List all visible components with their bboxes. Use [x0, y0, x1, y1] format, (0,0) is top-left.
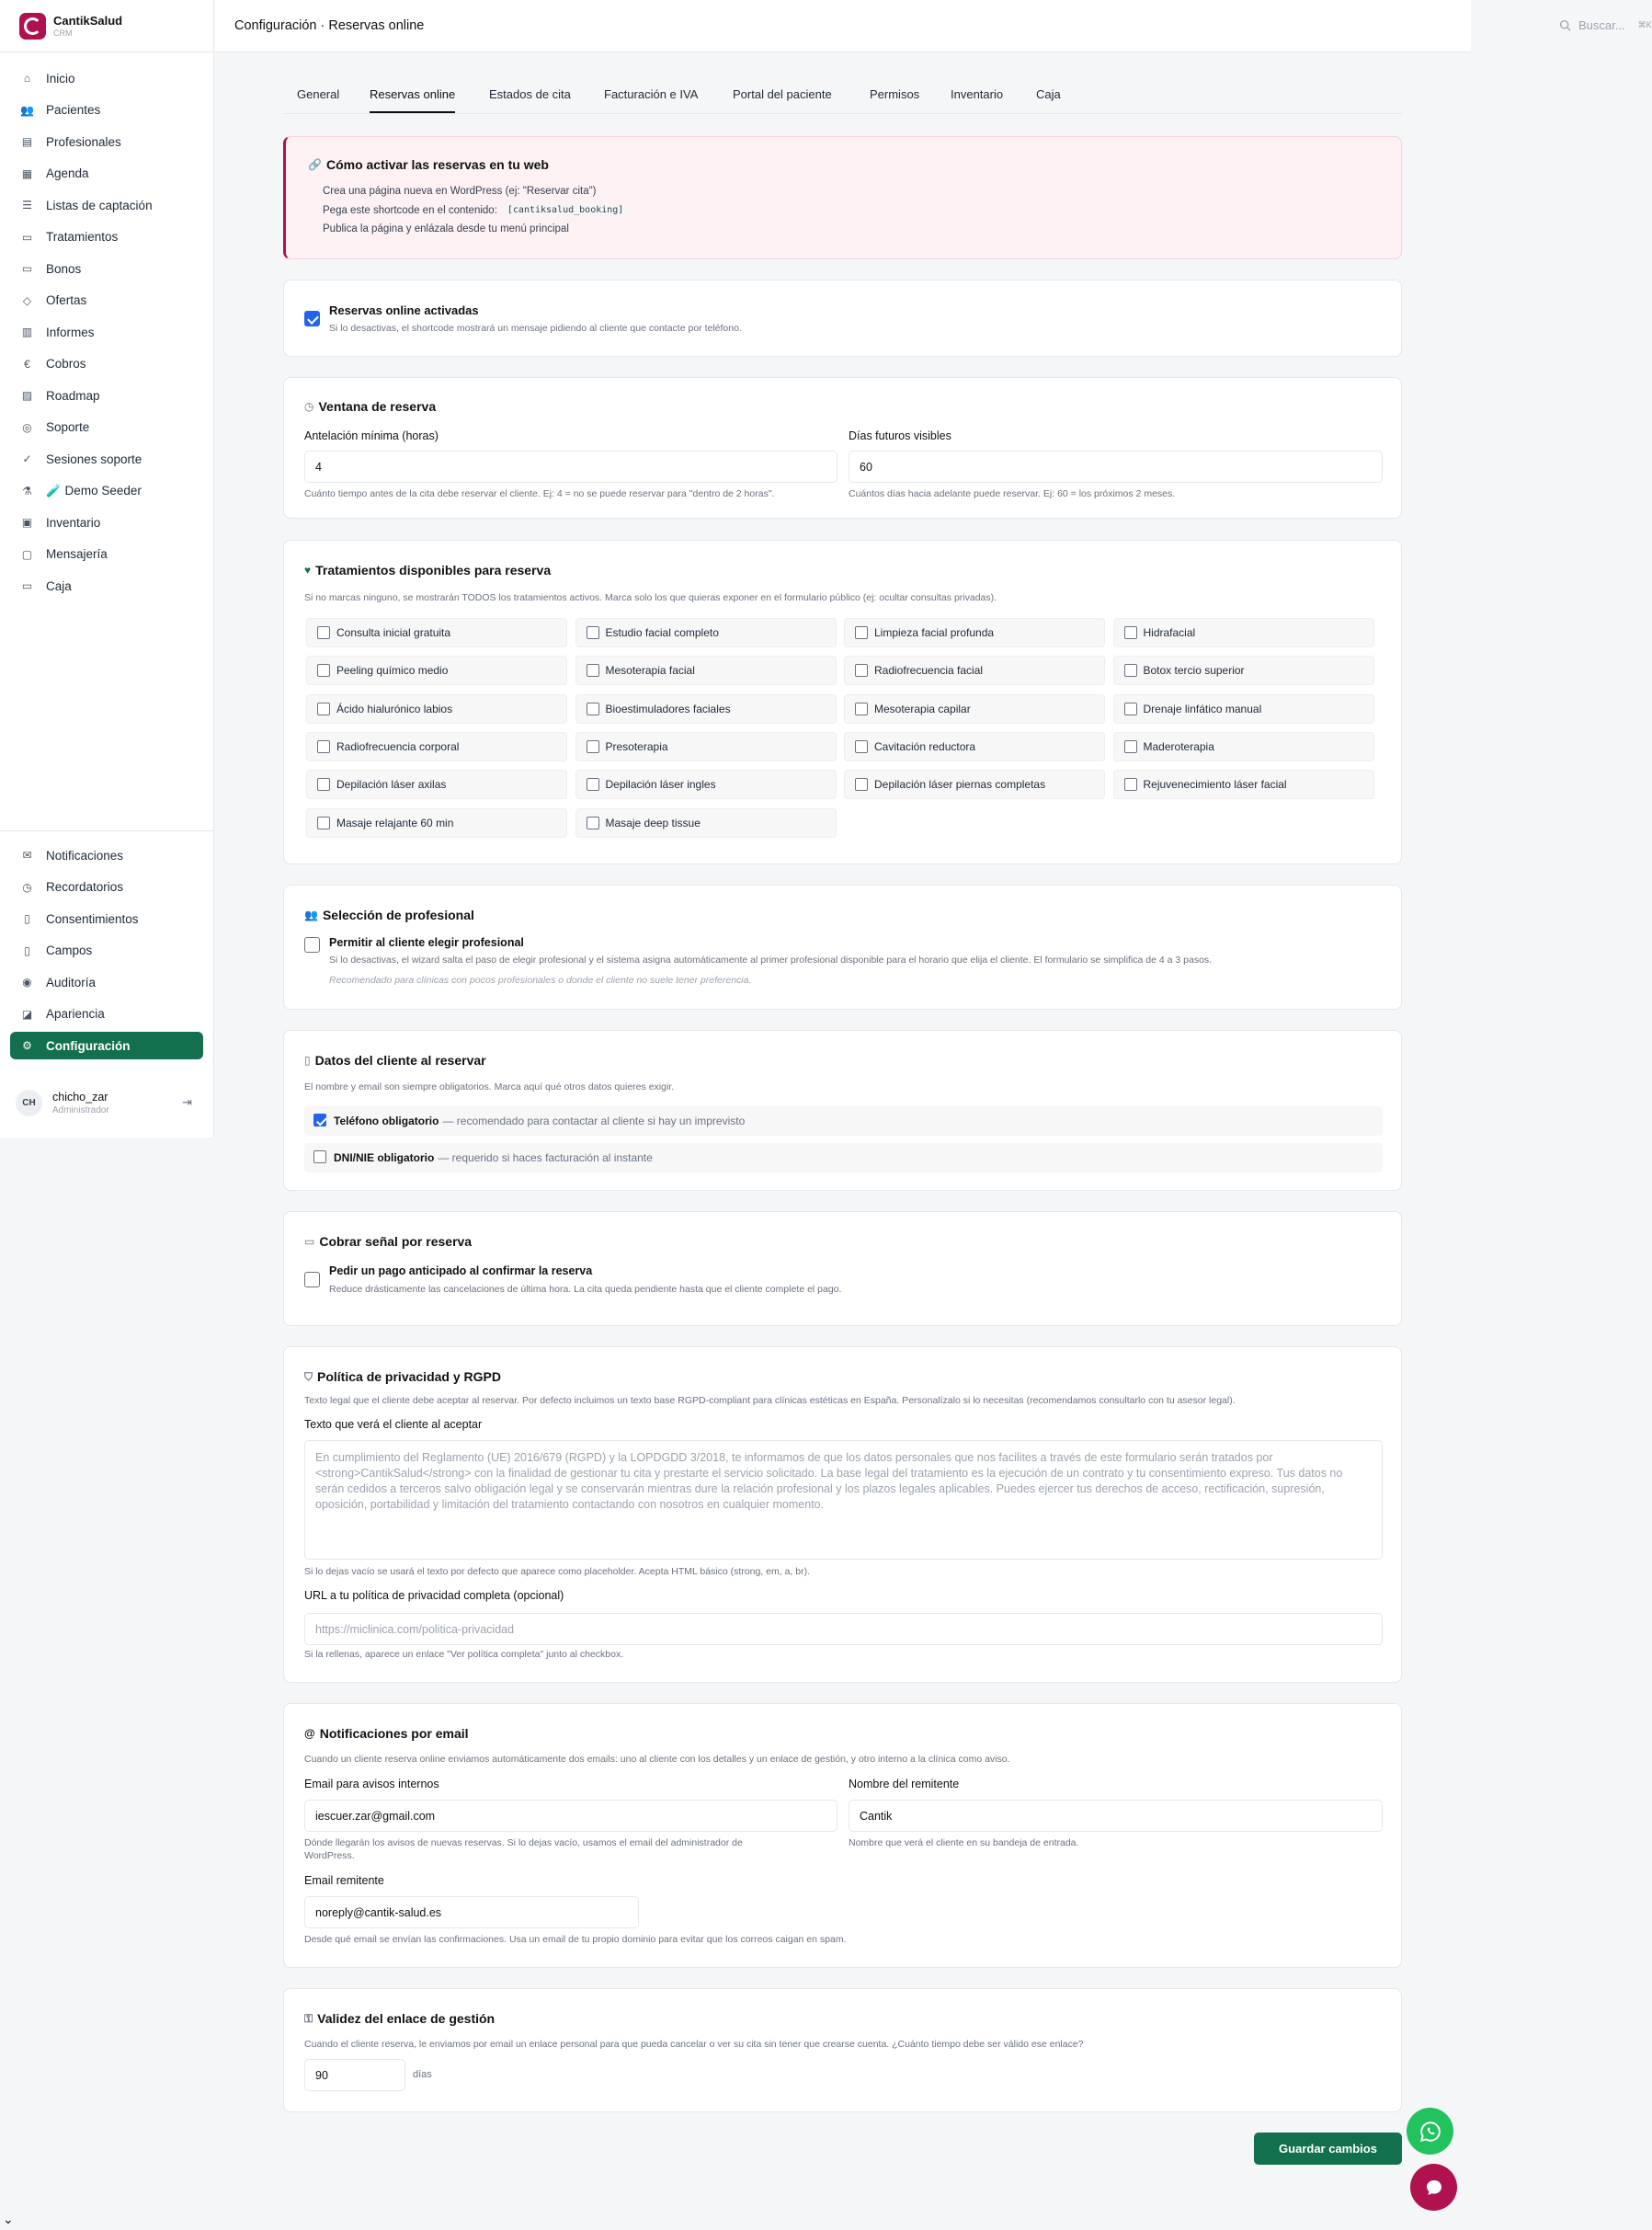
- chat-icon: ▢: [21, 547, 33, 561]
- treatment-checkbox[interactable]: [855, 740, 868, 753]
- treatment-option[interactable]: [844, 770, 1105, 799]
- treatments-title: Tratamientos disponibles para reserva: [315, 563, 552, 578]
- sidebar-item-label: Bonos: [46, 261, 82, 276]
- sidebar-item-4-list[interactable]: [10, 191, 203, 219]
- treatment-label: Maderoterapia: [1143, 739, 1214, 753]
- topbar: [215, 0, 1652, 52]
- sidebar-item-label: Agenda: [46, 166, 89, 180]
- min-notice-label: Antelación mínima (horas): [304, 429, 439, 442]
- tab-permisos[interactable]: Permisos: [870, 87, 920, 101]
- privacy-url-label: URL a tu política de privacidad completa (opcional): [304, 1589, 564, 1602]
- dni-required-label: DNI/NIE obligatorio: [334, 1151, 435, 1164]
- treatment-label: Consulta inicial gratuita: [336, 626, 451, 639]
- sidebar-item-5-clipboard[interactable]: [10, 223, 203, 251]
- choose-professional-checkbox[interactable]: [304, 937, 320, 953]
- info-step-2-text: Pega este shortcode en el contenido:: [323, 204, 497, 216]
- sender-email-label: Email remitente: [304, 1874, 384, 1887]
- phone-required-checkbox[interactable]: [313, 1114, 326, 1126]
- treatment-option[interactable]: [1113, 618, 1374, 647]
- privacy-text-label: Texto que verá el cliente al aceptar: [304, 1418, 483, 1431]
- treatment-checkbox[interactable]: [587, 817, 599, 829]
- treatment-checkbox[interactable]: [317, 817, 330, 829]
- lifebuoy-icon: ◎: [22, 420, 32, 434]
- document-icon: ▯: [24, 943, 30, 957]
- chat-button[interactable]: [1410, 2164, 1457, 2211]
- treatment-option[interactable]: [575, 694, 837, 724]
- box-icon: ▣: [21, 516, 33, 529]
- sidebar-item-label: Informes: [46, 325, 95, 339]
- treatment-option[interactable]: [306, 770, 567, 799]
- sidebar-item-9-euro[interactable]: [10, 350, 203, 378]
- phone-required-sub: — recomendado para contactar al cliente si hay un imprevisto: [442, 1115, 746, 1127]
- email-help: Cuando un cliente reserva online enviamos automáticamente dos emails: uno al cliente con los detalles y un enlace de gestión, y otro interno a la clínica como aviso.: [304, 1754, 1010, 1765]
- link-icon: 🔗: [308, 158, 322, 171]
- document-icon: ▯: [24, 912, 30, 925]
- sidebar-item-label: Inicio: [46, 71, 75, 86]
- dni-required-sub: — requerido si haces facturación al instante: [438, 1151, 653, 1164]
- treatment-label: Depilación láser axilas: [336, 778, 447, 792]
- validity-help: Cuando el cliente reserva, le enviamos por email un enlace personal para que pueda cancelar o ver su cita sin tener que crearse cuenta. ¿Cuánto tiempo debe ser válido ese enlace?: [304, 2039, 1084, 2050]
- treatment-option[interactable]: [575, 770, 837, 799]
- key-icon: ⚿: [304, 2011, 313, 2025]
- enable-help: Si lo desactivas, el shortcode mostrará un mensaje pidiendo al cliente que contacte por teléfono.: [329, 323, 742, 334]
- treatment-option[interactable]: [844, 618, 1105, 647]
- professional-title: Selección de profesional: [322, 908, 474, 922]
- sender-name-label: Nombre del remitente: [849, 1778, 960, 1790]
- internal-email-help-2: WordPress.: [304, 1850, 355, 1861]
- treatment-option[interactable]: [575, 808, 837, 838]
- list-icon: ☰: [22, 199, 32, 212]
- sidebar-item-12-check-badge[interactable]: [10, 445, 203, 473]
- min-notice-input[interactable]: 4: [304, 451, 837, 483]
- treatment-option[interactable]: [306, 618, 567, 647]
- treatment-checkbox[interactable]: [317, 664, 330, 677]
- cash-register-icon: ▭: [21, 579, 33, 592]
- treatment-checkbox[interactable]: [587, 626, 599, 639]
- future-days-label: Días futuros visibles: [849, 429, 951, 442]
- treatment-label: Limpieza facial profunda: [874, 626, 995, 639]
- credit-card-icon: ▭: [304, 1235, 315, 1248]
- treatment-option[interactable]: [844, 656, 1105, 685]
- future-days-input[interactable]: 60: [849, 451, 1383, 483]
- treatment-option[interactable]: [1113, 694, 1374, 724]
- sidebar-item-label: Profesionales: [46, 134, 121, 149]
- user-role: Administrador: [52, 1105, 109, 1115]
- sidebar-item-label: 🧪 Demo Seeder: [46, 483, 142, 497]
- treatment-option[interactable]: [1113, 656, 1374, 685]
- choose-professional-help: Si lo desactivas, el wizard salta el paso de elegir profesional y el sistema asigna automáticamente al primer profesional disponible para el horario que elija el cliente. El formulario se simplifica de 4 a 3 pasos.: [329, 955, 1213, 966]
- sidebar-item-label: Cobros: [46, 357, 86, 371]
- sidebar-item-label: Mensajería: [46, 547, 108, 561]
- email-title: Notificaciones por email: [319, 1726, 469, 1741]
- treatment-checkbox[interactable]: [317, 778, 330, 791]
- sidebar-item-label: Caja: [46, 578, 72, 593]
- treatment-label: Peeling químico medio: [336, 664, 449, 678]
- treatment-label: Rejuvenecimiento láser facial: [1143, 778, 1287, 792]
- avatar: CH: [16, 1090, 42, 1116]
- treatment-checkbox[interactable]: [587, 778, 599, 791]
- treatment-label: Cavitación reductora: [874, 739, 976, 753]
- tab-inventario[interactable]: Inventario: [951, 87, 1004, 101]
- whatsapp-button[interactable]: [1407, 2108, 1453, 2155]
- sidebar-item-label: Tratamientos: [46, 230, 119, 244]
- info-title: Cómo activar las reservas en tu web: [325, 157, 549, 172]
- treatment-label: Mesoterapia facial: [605, 664, 695, 678]
- tab-estados-de-cita[interactable]: Estados de cita: [489, 87, 571, 101]
- sidebar-item-11-lifebuoy[interactable]: [10, 414, 203, 441]
- min-notice-help: Cuánto tiempo antes de la cita debe reservar el cliente. Ej: 4 = no se puede reservar para "dentro de 2 horas".: [304, 488, 775, 499]
- user-name: chicho_zar: [52, 1091, 108, 1104]
- treatment-checkbox[interactable]: [317, 626, 330, 639]
- sidebar-item-15-chat[interactable]: [10, 541, 203, 568]
- sidebar-item-label: Notificaciones: [46, 848, 124, 863]
- sidebar-item-13-flask[interactable]: [10, 477, 203, 505]
- booking-window-title: Ventana de reserva: [318, 399, 437, 414]
- treatment-option[interactable]: [306, 732, 567, 761]
- sidebar-item-16-cash-register[interactable]: [10, 572, 203, 600]
- treatment-label: Masaje deep tissue: [605, 816, 701, 829]
- treatment-label: Hidrafacial: [1143, 626, 1196, 639]
- client-data-title: Datos del cliente al reservar: [314, 1053, 486, 1068]
- treatment-label: Masaje relajante 60 min: [336, 816, 454, 829]
- sidebar-item-14-box[interactable]: [10, 509, 203, 536]
- sender-email-help: Desde qué email se envían las confirmaciones. Usa un email de tu propio dominio para evitar que los correos caigan en spam.: [304, 1934, 847, 1945]
- validity-days-input[interactable]: 90: [304, 2059, 405, 2091]
- save-button[interactable]: Guardar cambios: [1254, 2133, 1402, 2165]
- link-validity-card: [283, 1988, 1402, 2112]
- phone-required-row[interactable]: [304, 1106, 1383, 1136]
- users-icon: 👥: [20, 103, 34, 117]
- validity-title: Validez del enlace de gestión: [317, 2011, 496, 2026]
- privacy-url-help: Si la rellenas, aparece un enlace "Ver política completa" junto al checkbox.: [304, 1649, 624, 1660]
- logout-icon[interactable]: ⇥: [182, 1095, 192, 1109]
- brand-sub: CRM: [53, 29, 73, 38]
- search-placeholder: Buscar...: [1578, 18, 1625, 32]
- validity-unit: días: [413, 2069, 432, 2080]
- sidebar: [0, 0, 214, 1138]
- client-data-help: El nombre y email son siempre obligatorios. Marca aquí qué otros datos quieres exigir.: [304, 1081, 675, 1092]
- sidebar-item-label: Auditoría: [46, 975, 97, 989]
- sidebar-item-label: Roadmap: [46, 388, 100, 403]
- clock-icon: ◷: [22, 880, 32, 894]
- sidebar-item-8-bar-chart[interactable]: [10, 318, 203, 346]
- treatment-option[interactable]: [306, 656, 567, 685]
- deposit-checkbox[interactable]: [304, 1272, 320, 1287]
- tab-reservas-online[interactable]: Reservas online: [370, 87, 455, 113]
- ticket-icon: ▭: [21, 262, 33, 275]
- treatment-label: Botox tercio superior: [1143, 664, 1245, 678]
- choose-professional-label: Permitir al cliente elegir profesional: [329, 936, 524, 949]
- settings-tabs: [284, 82, 1402, 114]
- treatment-label: Mesoterapia capilar: [874, 702, 971, 715]
- enable-label: Reservas online activadas: [329, 303, 479, 317]
- treatment-option[interactable]: [575, 732, 837, 761]
- palette-icon: ◪: [21, 1007, 33, 1021]
- sidebar-item-label: Apariencia: [46, 1007, 105, 1021]
- sidebar-item-2-document[interactable]: [10, 905, 203, 932]
- tab-facturacion-iva[interactable]: Facturación e IVA: [604, 87, 699, 101]
- audit-icon: ◉: [22, 976, 32, 989]
- enable-card: [283, 280, 1402, 357]
- calendar-icon: ▦: [21, 166, 33, 180]
- activation-info-box: [283, 136, 1402, 259]
- users-icon: 👥: [304, 909, 318, 921]
- treatment-option[interactable]: [575, 618, 837, 647]
- sidebar-item-label: Pacientes: [46, 103, 101, 117]
- sender-email-input[interactable]: noreply@cantik-salud.es: [304, 1896, 639, 1928]
- dni-required-checkbox[interactable]: [313, 1150, 326, 1163]
- heart-icon: ♥: [304, 564, 312, 577]
- treatment-option[interactable]: [306, 808, 567, 838]
- sidebar-item-label: Inventario: [46, 515, 101, 530]
- tab-portal-paciente[interactable]: Portal del paciente: [733, 87, 832, 101]
- sidebar-item-label: Configuración: [46, 1038, 131, 1053]
- privacy-title: Política de privacidad y RGPD: [317, 1369, 501, 1384]
- map-icon: ▨: [21, 389, 33, 402]
- privacy-help: Texto legal que el cliente debe aceptar al reservar. Por defecto incluimos un texto base RGPD-compliant para clínicas estéticas en España. Personalízalo si lo necesitas (recomendamos consultarlo con tu asesor legal).: [304, 1395, 1236, 1406]
- deposit-card: [283, 1211, 1402, 1326]
- tab-caja[interactable]: Caja: [1036, 87, 1061, 101]
- user-profile[interactable]: [16, 1090, 199, 1116]
- privacy-card: [283, 1346, 1402, 1683]
- booking-window-card: [283, 377, 1402, 519]
- search-trigger[interactable]: [1559, 18, 1652, 32]
- clipboard-icon: ▭: [21, 230, 33, 244]
- at-icon: @: [304, 1727, 315, 1740]
- treatment-checkbox[interactable]: [1124, 703, 1137, 715]
- treatment-checkbox[interactable]: [855, 703, 868, 715]
- treatments-help: Si no marcas ninguno, se mostrarán TODOS los tratamientos activos. Marca solo los que quieras exponer en el formulario público (ej: ocultar consultas privadas).: [304, 592, 997, 603]
- flask-icon: ⚗: [22, 484, 32, 497]
- sidebar-item-label: Listas de captación: [46, 198, 153, 212]
- treatment-checkbox[interactable]: [855, 626, 868, 639]
- deposit-label: Pedir un pago anticipado al confirmar la reserva: [329, 1264, 593, 1277]
- sidebar-item-2-id-card[interactable]: [10, 128, 203, 155]
- sidebar-item-10-map[interactable]: [10, 382, 203, 409]
- treatment-checkbox[interactable]: [317, 740, 330, 753]
- search-icon: [1559, 19, 1571, 31]
- treatment-label: Presoterapia: [605, 739, 668, 753]
- sidebar-item-label: Consentimientos: [46, 911, 139, 926]
- treatment-checkbox[interactable]: [1124, 626, 1137, 639]
- internal-email-input[interactable]: iescuer.zar@gmail.com: [304, 1800, 837, 1832]
- enable-checkbox[interactable]: [304, 311, 320, 326]
- treatment-label: Estudio facial completo: [605, 626, 719, 639]
- collapse-chevron-icon[interactable]: ⌄: [3, 2212, 14, 2226]
- treatment-checkbox[interactable]: [1124, 740, 1137, 753]
- bar-chart-icon: ▥: [21, 326, 33, 338]
- sidebar-item-label: Soporte: [46, 420, 90, 434]
- treatment-checkbox[interactable]: [587, 664, 599, 677]
- treatment-label: Ácido hialurónico labios: [336, 702, 453, 715]
- internal-email-help-1: Dónde llegarán los avisos de nuevas reservas. Si lo dejas vacío, usamos el email del administrador de: [304, 1837, 743, 1848]
- id-card-icon: ▤: [21, 135, 33, 148]
- sidebar-item-7-tag[interactable]: [10, 287, 203, 314]
- tag-icon: ◇: [22, 293, 32, 307]
- deposit-title: Cobrar señal por reserva: [319, 1234, 473, 1249]
- sidebar-item-3-calendar[interactable]: [10, 160, 203, 188]
- treatment-checkbox[interactable]: [587, 703, 599, 715]
- deposit-help: Reduce drásticamente las cancelaciones de última hora. La cita queda pendiente hasta que el cliente complete el pago.: [329, 1284, 842, 1295]
- treatments-card: [283, 540, 1402, 864]
- brand[interactable]: [0, 0, 213, 52]
- search-shortcut: ⌘K: [1637, 20, 1652, 29]
- treatment-label: Depilación láser ingles: [605, 778, 716, 792]
- treatment-option[interactable]: [575, 656, 837, 685]
- info-step-2: [323, 204, 628, 216]
- sidebar-item-6-gear[interactable]: [10, 1032, 203, 1059]
- chat-bubble-icon: [1423, 2177, 1445, 2199]
- sidebar-item-3-document[interactable]: [10, 937, 203, 965]
- treatment-option[interactable]: [1113, 732, 1374, 761]
- sidebar-item-4-audit[interactable]: [10, 968, 203, 996]
- treatment-label: Bioestimuladores faciales: [605, 702, 731, 715]
- treatment-checkbox[interactable]: [587, 740, 599, 753]
- home-icon: ⌂: [23, 72, 31, 85]
- future-days-help: Cuántos días hacia adelante puede reservar. Ej: 60 = los próximos 2 meses.: [849, 488, 1176, 499]
- treatment-checkbox[interactable]: [1124, 778, 1137, 791]
- sidebar-item-5-palette[interactable]: [10, 1001, 203, 1028]
- sidebar-item-1-clock[interactable]: [10, 874, 203, 901]
- clock-icon: ◷: [304, 400, 314, 413]
- treatment-label: Radiofrecuencia facial: [874, 664, 984, 678]
- whatsapp-icon: [1418, 2120, 1442, 2144]
- client-data-card: [283, 1030, 1402, 1191]
- treatment-label: Drenaje linfático manual: [1143, 702, 1262, 715]
- treatment-option[interactable]: [1113, 770, 1374, 799]
- mail-icon: ✉: [22, 849, 32, 862]
- privacy-text-help: Si lo dejas vacío se usará el texto por defecto que aparece como placeholder. Acepta HTML básico (strong, em, a, br).: [304, 1566, 810, 1577]
- internal-email-label: Email para avisos internos: [304, 1778, 439, 1790]
- euro-icon: €: [24, 357, 30, 371]
- treatment-checkbox[interactable]: [855, 778, 868, 791]
- sender-name-help: Nombre que verá el cliente en su bandeja de entrada.: [849, 1837, 1079, 1848]
- treatment-checkbox[interactable]: [855, 664, 868, 677]
- page-title: Configuración · Reservas online: [234, 18, 425, 33]
- treatment-label: Radiofrecuencia corporal: [336, 739, 460, 753]
- treatment-checkbox[interactable]: [317, 703, 330, 715]
- sender-name-input[interactable]: Cantik: [849, 1800, 1383, 1832]
- shortcode[interactable]: [cantiksalud_booking]: [503, 204, 628, 216]
- tab-general[interactable]: General: [297, 87, 340, 101]
- brand-logo: [19, 13, 46, 40]
- treatment-option[interactable]: [306, 694, 567, 724]
- sidebar-item-0-home[interactable]: [10, 64, 203, 92]
- sidebar-divider: [0, 830, 214, 831]
- shield-icon: ⛉: [304, 1369, 313, 1383]
- treatment-label: Depilación láser piernas completas: [874, 778, 1046, 792]
- sidebar-item-label: Recordatorios: [46, 880, 124, 894]
- treatment-checkbox[interactable]: [1124, 664, 1137, 677]
- sidebar-item-0-mail[interactable]: [10, 841, 203, 869]
- check-badge-icon: ✓: [22, 452, 32, 465]
- treatment-option[interactable]: [844, 694, 1105, 724]
- choose-professional-note: Recomendado para clínicas con pocos profesionales o donde el cliente no suele tener preferencia.: [329, 975, 752, 986]
- treatment-option[interactable]: [844, 732, 1105, 761]
- phone-required-label: Teléfono obligatorio: [334, 1115, 439, 1127]
- brand-name: CantikSalud: [53, 14, 123, 28]
- gear-icon: ⚙: [22, 1039, 32, 1052]
- clipboard-icon: ▯: [304, 1054, 311, 1067]
- sidebar-item-1-users[interactable]: [10, 97, 203, 124]
- sidebar-item-6-ticket[interactable]: [10, 255, 203, 282]
- info-step-3: Publica la página y enlázala desde tu menú principal: [323, 223, 569, 234]
- privacy-text-textarea[interactable]: En cumplimiento del Reglamento (UE) 2016/679 (RGPD) y la LOPDGDD 3/2018, te informamos de que los datos personales que nos facilites a través de este formulario serán tratados por <strong>CantikSalud</strong> con la finalidad de gestionar tu cita y prestarte el servicio solicitado. La base legal del tratamiento es la ejecución de un contrato y tu consentimiento expreso. Tus datos no serán cedidos a terceros salvo obligación legal y se conservarán mientras dure la relación profesional y los plazos legales aplicables. Puedes ejercer tus derechos de acceso, rectificación, supresión, oposición, portabilidad y limitación del tratamiento contactando con nosotros en cualquier momento.: [304, 1440, 1383, 1560]
- dni-required-row[interactable]: [304, 1143, 1383, 1172]
- professional-card: [283, 885, 1402, 1010]
- privacy-url-input[interactable]: https://miclinica.com/politica-privacidad: [304, 1613, 1383, 1645]
- sidebar-item-label: Sesiones soporte: [46, 452, 142, 466]
- sidebar-item-label: Campos: [46, 943, 93, 957]
- sidebar-item-label: Ofertas: [46, 293, 87, 307]
- email-notifications-card: [283, 1703, 1402, 1968]
- info-step-1: Crea una página nueva en WordPress (ej: "Reservar cita"): [323, 186, 597, 197]
